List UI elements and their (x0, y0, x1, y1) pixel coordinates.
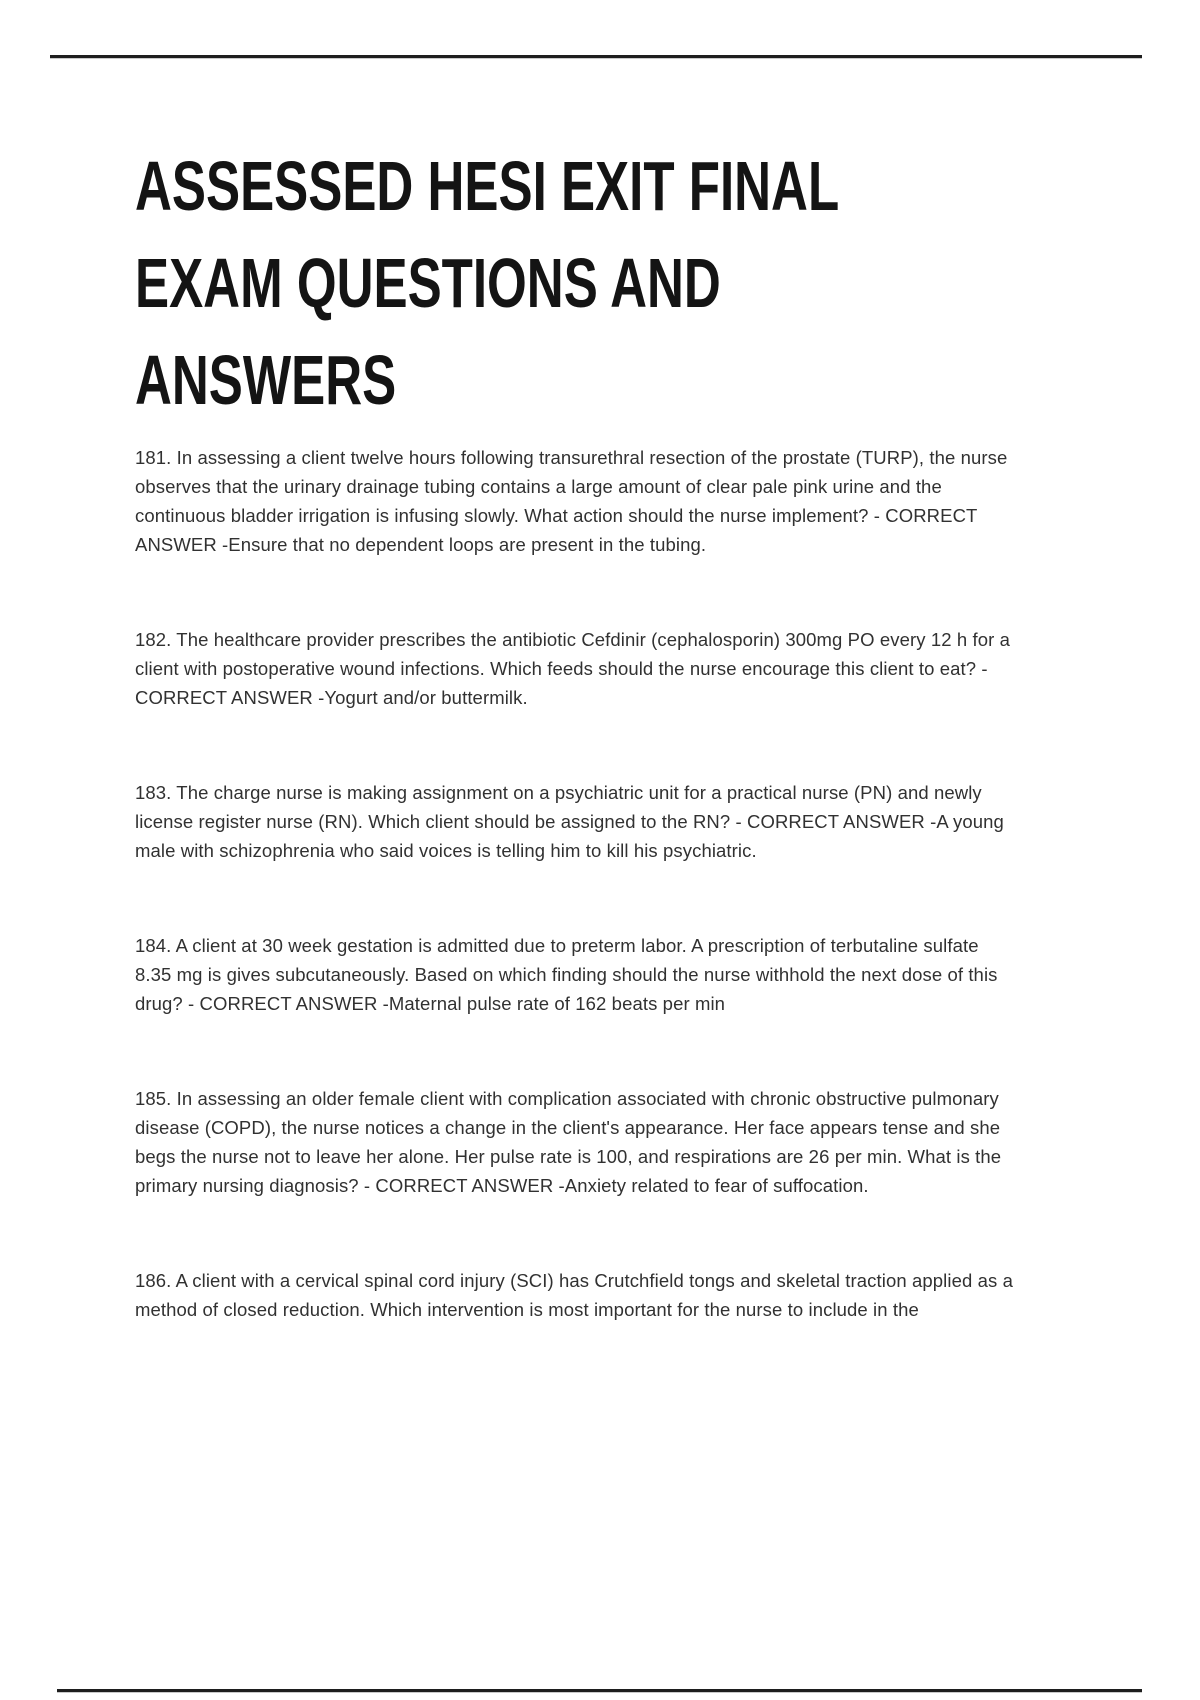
qa-item-181: 181. In assessing a client twelve hours following transurethral resection of the prostate (TURP), the nurse observes that the urinary drainage tubing contains a large amount of clear pale pink urine and the continuous bladder irrigation is infusing slowly. What action should the nurse implement? - CORRECT ANSWER -Ensure that no dependent loops are present in the tubing. (135, 447, 1008, 555)
page-title-line-1: ASSESSED HESI EXIT FINAL (135, 147, 840, 225)
qa-item-184: 184. A client at 30 week gestation is admitted due to preterm labor. A prescription of terbutaline sulfate 8.35 mg is gives subcutaneously. Based on which finding should the nurse withhold the next dose of this drug? - CORRECT ANSWER -Maternal pulse rate of 162 beats per min (135, 935, 998, 1014)
page-content (135, 138, 1020, 1324)
page-title (135, 138, 840, 429)
page-title-line-2: EXAM QUESTIONS AND (135, 244, 721, 322)
qa-item-182: 182. The healthcare provider prescribes the antibiotic Cefdinir (cephalosporin) 300mg PO every 12 h for a client with postoperative wound infections. Which feeds should the nurse encourage this client to eat? - CORRECT ANSWER -Yogurt and/or buttermilk. (135, 629, 1010, 708)
top-border-rule (50, 55, 1142, 58)
qa-item-183: 183. The charge nurse is making assignment on a psychiatric unit for a practical nurse (PN) and newly license register nurse (RN). Which client should be assigned to the RN? - CORRECT ANSWER -A young male with schizophrenia who said voices is telling him to kill his psychiatric. (135, 782, 1004, 861)
question-answer-list (135, 443, 1020, 1324)
qa-item-186: 186. A client with a cervical spinal cord injury (SCI) has Crutchfield tongs and skeletal traction applied as a method of closed reduction. Which intervention is most important for the nurse to include in the (135, 1270, 1013, 1320)
bottom-border-rule (57, 1689, 1142, 1692)
page-title-line-3: ANSWERS (135, 341, 397, 419)
qa-item-185: 185. In assessing an older female client with complication associated with chronic obstructive pulmonary disease (COPD), the nurse notices a change in the client's appearance. Her face appears tense and she begs the nurse not to leave her alone. Her pulse rate is 100, and respirations are 26 per min. What is the primary nursing diagnosis? - CORRECT ANSWER -Anxiety related to fear of suffocation. (135, 1088, 1002, 1196)
